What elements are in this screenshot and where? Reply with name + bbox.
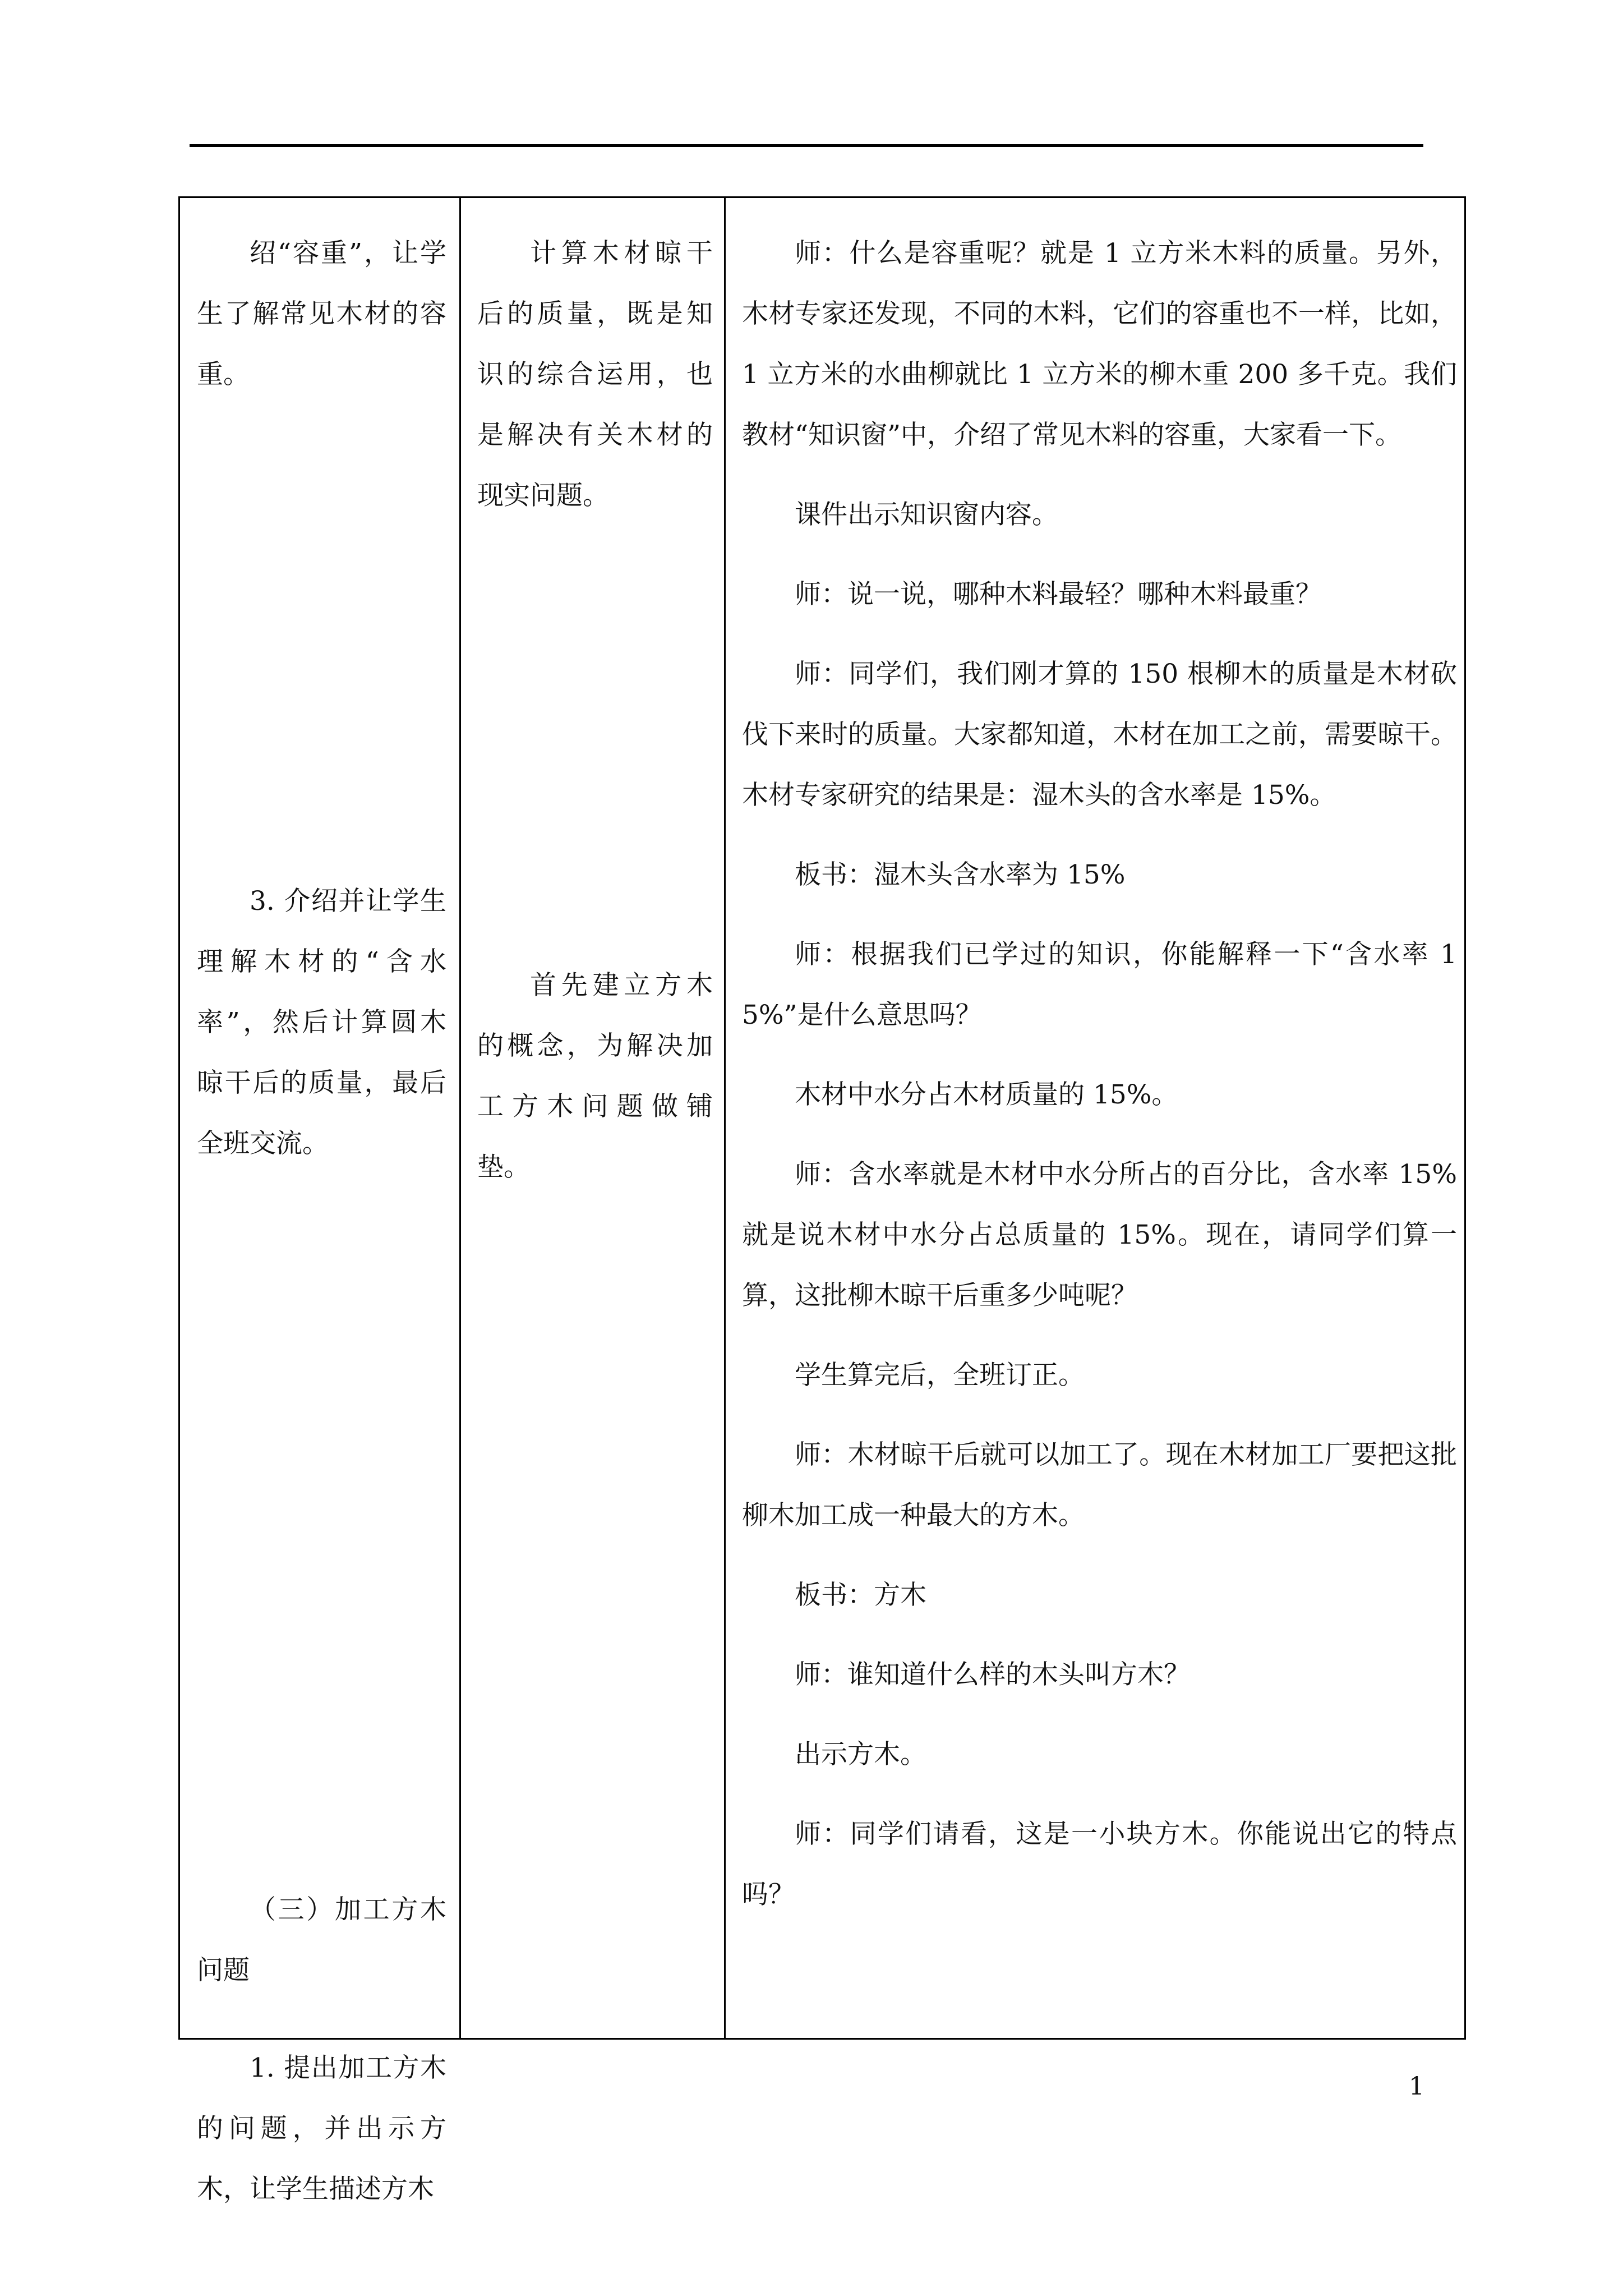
header-rule bbox=[190, 144, 1423, 147]
process-paragraph: 学生算完后，全班订正。 bbox=[795, 1360, 1085, 1391]
board-note: 板书：方木 bbox=[795, 1580, 926, 1611]
process-paragraph: 师：同学们请看，这是一小块方木。你能说出它的特点吗？ bbox=[742, 1819, 1457, 1910]
step-paragraph: 绍“容重”，让学生了解常见木材的容重。 bbox=[197, 238, 446, 390]
lesson-table bbox=[178, 196, 1466, 2205]
process-paragraph: 课件出示知识窗内容。 bbox=[795, 499, 1058, 530]
process-paragraph: 师：木材晾干后就可以加工了。现在木材加工厂要把这批柳木加工成一种最大的方木。 bbox=[742, 1439, 1457, 1531]
step-paragraph: 3. 介绍并让学生理解木材的“含水率”，然后计算圆木晾干后的质量，最后全班交流。 bbox=[197, 886, 446, 1159]
process-paragraph: 师：根据我们已学过的知识，你能解释一下“含水率 15%”是什么意思吗？ bbox=[742, 939, 1457, 1030]
process-paragraph: 师：什么是容重呢？就是 1 立方米木料的质量。另外，木材专家还发现，不同的木料，它们的容重也不一样，比如，1 立方米的水曲柳就比 1 立方米的柳木重 200 多千克。我们教材“知识窗”中，介绍了常见木料的容重，大家看一下。 bbox=[742, 238, 1457, 450]
section-heading: （三）加工方木问题 bbox=[197, 1894, 446, 1986]
page-number: 1 bbox=[1409, 2072, 1424, 2101]
process-paragraph: 师：说一说，哪种木料最轻？哪种木料最重？ bbox=[795, 579, 1322, 610]
teaching-process-cell bbox=[742, 198, 1457, 2038]
intent-paragraph: 计算木材晾干后的质量，既是知识的综合运用，也是解决有关木材的现实问题。 bbox=[477, 238, 713, 511]
column-divider bbox=[459, 198, 461, 2038]
board-note: 板书：湿木头含水率为 15% bbox=[795, 859, 1126, 890]
process-paragraph: 师：谁知道什么样的木头叫方木？ bbox=[795, 1659, 1190, 1690]
column-divider bbox=[724, 198, 726, 2038]
process-paragraph: 师：同学们，我们刚才算的 150 根柳木的质量是木材砍伐下来时的质量。大家都知道，木材在加工之前，需要晾干。木材专家研究的结果是：湿木头的含水率是 15%。 bbox=[742, 659, 1457, 811]
process-paragraph: 师：含水率就是木材中水分所占的百分比，含水率 15%就是说木材中水分占总质量的 15%。现在，请同学们算一算，这批柳木晾干后重多少吨呢？ bbox=[742, 1159, 1457, 1311]
step-paragraph: 1. 提出加工方木的问题，并出示方木，让学生描述方木 bbox=[197, 2053, 446, 2205]
teaching-steps-cell bbox=[197, 198, 446, 2205]
design-intent-cell bbox=[477, 198, 713, 2038]
process-flow bbox=[742, 223, 1457, 1944]
intent-paragraph: 首先建立方木的概念，为解决加工方木问题做铺垫。 bbox=[477, 970, 713, 1182]
process-paragraph: 出示方木。 bbox=[795, 1739, 926, 1770]
process-paragraph: 木材中水分占木材质量的 15%。 bbox=[795, 1079, 1178, 1110]
